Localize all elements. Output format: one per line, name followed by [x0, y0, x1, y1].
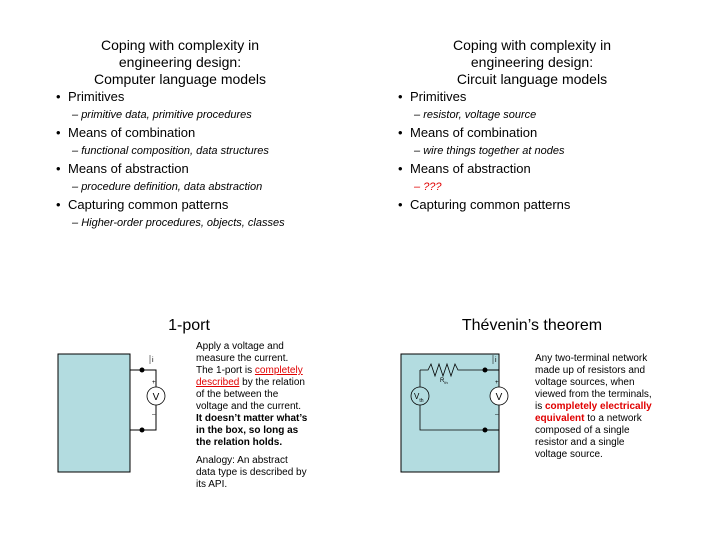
voltmeter-label: V: [495, 392, 503, 403]
bullet-item: • Capturing common patterns: [398, 197, 698, 213]
sub-bullet-item: – resistor, voltage source: [414, 109, 537, 121]
slide-title: [352, 37, 712, 88]
plus-sign: +: [495, 380, 499, 386]
description-paragraph: [196, 341, 308, 449]
resistor-label: [440, 378, 448, 385]
voltmeter-label: V: [152, 392, 160, 403]
sub-bullet-item: – wire things together at nodes: [414, 145, 565, 157]
resistor-subscript: th: [444, 380, 448, 385]
title-line: engineering design:: [118, 54, 242, 70]
theorem-paragraph: [535, 353, 657, 461]
minus-sign: –: [152, 412, 156, 418]
sub-bullet-text: functional composition, data structures: [81, 145, 269, 157]
resistor-symbol: R: [440, 378, 445, 384]
text-run: by the relation of the between the voltage and the current.: [196, 377, 305, 412]
sub-bullet-text: Higher-order procedures, objects, classes: [81, 217, 285, 229]
bullet-list: [56, 87, 356, 233]
completely-described-link: completely described: [196, 365, 303, 388]
slide-1-port: [0, 278, 360, 556]
sub-bullet-item: – primitive data, primitive procedures: [72, 109, 252, 121]
equivalent-emphasis: completely electrically equivalent: [535, 401, 652, 424]
black-box: [58, 354, 130, 472]
sub-bullet-item: – ???: [414, 181, 442, 193]
text-run: Apply a voltage and measure the current. The 1-port is: [196, 341, 289, 376]
sub-bullet-item: – functional composition, data structures: [72, 145, 269, 157]
slide-thevenin: [360, 278, 720, 556]
sub-bullet-text: ???: [423, 181, 442, 193]
bullet-item: • Primitives: [398, 89, 698, 105]
source-symbol: V: [414, 392, 420, 401]
title-line: engineering design:: [470, 54, 594, 70]
sub-bullet-text: wire things together at nodes: [423, 145, 565, 157]
current-label: i: [495, 357, 497, 364]
current-label: i: [152, 357, 154, 364]
bullet-item: • Capturing common patterns: [56, 197, 356, 213]
slide-title: Thévenin’s theorem: [461, 317, 603, 334]
title-line: Coping with complexity in: [101, 37, 259, 53]
title-line: Computer language models: [94, 71, 266, 87]
sub-bullet-text: procedure definition, data abstraction: [81, 181, 263, 193]
plus-sign: +: [152, 380, 156, 386]
sub-bullet-item: – procedure definition, data abstraction: [72, 181, 263, 193]
title-line: Circuit language models: [456, 71, 608, 87]
slide-computer-language: [0, 0, 360, 278]
slide-circuit-language: [360, 0, 720, 278]
sub-bullet-item: – Higher-order procedures, objects, classes: [72, 217, 285, 229]
theorem-text: [535, 353, 657, 467]
text-run: to a network composed of a single resistor and a single voltage source.: [535, 413, 642, 460]
minus-sign: –: [495, 412, 499, 418]
text-run: Any two-terminal network made up of resistors and voltage sources, when viewed from the terminals, is: [535, 353, 652, 412]
sub-bullet-text: resistor, voltage source: [423, 109, 537, 121]
bullet-list: [398, 87, 698, 213]
bullet-item: • Means of abstraction: [398, 161, 698, 177]
title-line: Coping with complexity in: [453, 37, 611, 53]
sub-bullet-text: primitive data, primitive procedures: [81, 109, 252, 121]
slide-title: 1-port: [168, 317, 210, 334]
source-subscript: th: [419, 398, 424, 404]
description-text: [196, 341, 308, 497]
bullet-item: • Primitives: [56, 89, 356, 105]
bullet-item: • Means of combination: [56, 125, 356, 141]
analogy-paragraph: Analogy: An abstract data type is described by its API.: [196, 455, 307, 490]
bold-statement: It doesn’t matter what’s in the box, so long as the relation holds.: [196, 413, 308, 448]
slide-title: [0, 37, 360, 88]
bullet-item: • Means of combination: [398, 125, 698, 141]
bullet-item: • Means of abstraction: [56, 161, 356, 177]
